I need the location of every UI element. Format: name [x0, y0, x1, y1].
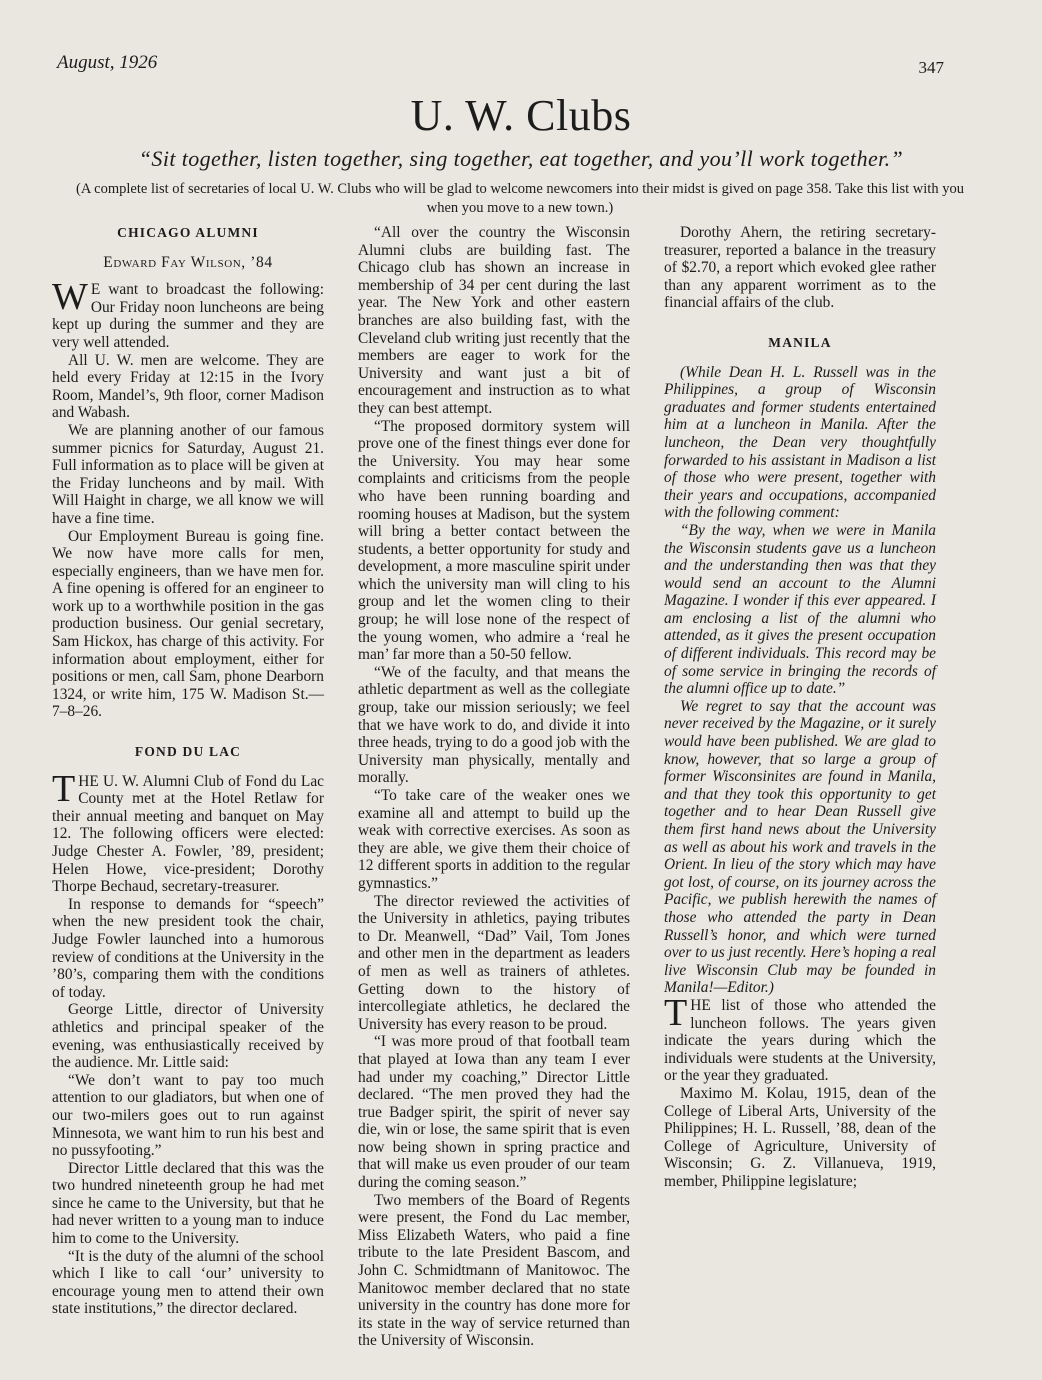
paragraph: Two members of the Board of Regents were present, the Fond du Lac member, Miss Elizabeth Waters, who paid a fine tribute to the late President Bascom, and John C. Schmidtmann of Manitowoc. The Manitowoc member declared that no state university in the country has done more for its state in the way of service returned than the University of Wisconsin. — [358, 1191, 630, 1350]
section-heading-fond-du-lac: FOND DU LAC — [134, 744, 242, 760]
column-2 — [358, 224, 630, 1350]
section-heading-chicago: CHICAGO ALUMNI — [117, 225, 259, 240]
paragraph: Our Employment Bureau is going fine. We now have more calls for men, especially engineers, than we have men for. A fine opening is offered for an engineer to work up to a worthwhile position in the gas production business. Our genial secretary, Sam Hickox, has charge of this activity. For information about employment, either for positions or men, call Sam, phone Dearborn 1324, or write him, 175 W. Madison St.—7–8–26. — [52, 527, 324, 721]
page-number: 347 — [918, 58, 944, 77]
drop-cap: W — [52, 276, 88, 319]
paragraph: “I was more proud of that football team that played at Iowa than any team I ever had under my coaching,” Director Little declared. “The men proved they had the true Badger spirit, the spirit of never say die, win or lose, the same spirit that is even now being shown in spring practice and that will make us even prouder of our team during the coming season.” — [358, 1033, 630, 1192]
editorial-note: We regret to say that the account was never received by the Magazine, or it surely would have been published. We are glad to know, however, that so large a group of former Wisconsinites are found in Manila, and that they took this opportunity to get together and to hear Dean Russell give them first hand news about the University as well as about his work and travels in the Orient. In lieu of the story which may have got lost, of course, on its journey across the Pacific, we publish herewith the names of those who attended the party in Dean Russell’s honor, and which were turned over to us just recently. Here’s hoping a real live Wisconsin Club may be founded in Manila!—Editor.) — [664, 697, 937, 997]
paragraph: “It is the duty of the alumni of the school which I like to call ‘our’ university to encourage young men to attend their own state institutions,” the director declared. — [52, 1247, 324, 1318]
editorial-note: (While Dean H. L. Russell was in the Philippines, a group of Wisconsin graduates and former students entertained him at a luncheon in Manila. After the luncheon, the Dean very thoughtfully forwarded to his assistant in Madison a list of those who were present, together with their years and occupations, accompanied with the following comment: — [664, 363, 936, 522]
motto: “Sit together, listen together, sing together, eat together, and you’ll work together.” — [138, 146, 904, 171]
paragraph: All U. W. men are welcome. They are held every Friday at 12:15 in the Ivory Room, Mandel’s, 9th floor, corner Madison and Wabash. — [52, 351, 324, 422]
paragraph: THE list of those who attended the luncheon follows. The years given indicate the years during which the individuals were students at the University, or the year they graduated. — [664, 991, 936, 1085]
paragraph: We are planning another of our famous summer picnics for Saturday, August 21. Full information as to place will be given at the Friday luncheons and by mail. With Will Haight in charge, we all know we will have a fine time. — [52, 421, 324, 527]
intro-note: (A complete list of secretaries of local U. W. Clubs who will be glad to welcome newcomers into their midst is gived on page 358. Take this list with you when you move to a new town.) — [76, 181, 964, 216]
paragraph: “We of the faculty, and that means the athletic department as well as the collegiate group, take our mission seriously; we feel that we have work to do, and divide it into three heads, trying to do a good job with the University man physically, mentally and morally. — [358, 663, 630, 787]
issue-date: August, 1926 — [57, 52, 158, 73]
paragraph: “We don’t want to pay too much attention to our gladiators, but when one of our two-milers goes out to run against Minnesota, we want him to run his best and no pussyfooting.” — [52, 1071, 324, 1160]
page-title: U. W. Clubs — [410, 91, 632, 140]
paragraph: Dorothy Ahern, the retiring secretary-treasurer, reported a balance in the treasury of $2.70, a report which evoked glee rather than any apparent worriment as to the financial affairs of the club. — [664, 224, 936, 312]
paragraph: “All over the country the Wisconsin Alumni clubs are building fast. The Chicago club has shown an increase in membership of 34 per cent during the last year. The New York and other eastern branches are also building fast, with the Cleveland club writing just recently that the members are eager to work for the University and want just a bit of encouragement and instruction as to what they can best attempt. — [358, 224, 630, 417]
paragraph: Maximo M. Kolau, 1915, dean of the College of Liberal Arts, University of the Philippines; H. L. Russell, ’88, dean of the College of Agriculture, University of Wisconsin; G. Z. Villanueva, 1919, member, Philippine legislature; — [664, 1084, 936, 1190]
paragraph: THE U. W. Alumni Club of Fond du Lac County met at the Hotel Retlaw for their annual meeting and banquet on May 12. The following officers were elected: Judge Chester A. Fowler, ’89, president; Helen Howe, vice-president; Dorothy Thorpe Bechaud, secretary-treasurer. — [52, 767, 324, 896]
paragraph: “The proposed dormitory system will prove one of the finest things ever done for the University. You may hear some complaints and criticisms from the people who have been running boarding and rooming houses at Madison, but the system will bring a better contact between the students, a better opportunity for study and development, a more masculine spirit under which the university man will cling to his group and let the women cling to their group; he will lose none of the respect of the young women, who admire a ‘real he man’ far more than a 50-50 fellow. — [358, 417, 630, 664]
paragraph: The director reviewed the activities of the University in athletics, paying tributes to Dr. Meanwell, “Dad” Vail, Tom Jones and other men in the department as leaders of men as well as trainers of athletes. Getting down to the history of intercollegiate athletics, he declared the University has every reason to be proud. — [358, 892, 630, 1033]
drop-cap: T — [52, 767, 76, 810]
editorial-note: “By the way, when we were in Manila the Wisconsin students gave us a luncheon and the understanding then was that they would send an account to the Alumni Magazine. I wonder if this ever appeared. I am enclosing a list of the alumni who attended, as it gives the present occupation of different individuals. This record may be of some service in bringing the records of the alumni office up to date.” — [664, 521, 936, 698]
section-heading-manila: MANILA — [768, 334, 832, 350]
byline: Edward Fay Wilson, ’84 — [103, 253, 273, 271]
drop-cap: T — [664, 991, 688, 1034]
paragraph: George Little, director of University athletics and principal speaker of the evening, was enthusiastically received by the audience. Mr. Little said: — [52, 1001, 324, 1072]
paragraph: W E want to broadcast the following: Our Friday noon luncheons are being kept up during the summer and they are very well attended. — [52, 276, 324, 351]
column-1 — [52, 224, 324, 1318]
paragraph: “To take care of the weaker ones we examine all and attempt to build up the weak with corrective exercises. As soon as they are able, we give them their choice of 12 different sports in addition to the regular gymnastics.” — [358, 787, 630, 892]
paragraph: In response to demands for “speech” when the new president took the chair, Judge Fowler launched into a humorous review of conditions at the University in the ’80’s, comparing them with the conditions of today. — [52, 895, 324, 1001]
column-3 — [664, 224, 936, 1190]
paragraph: Director Little declared that this was the two hundred nineteenth group he had met since he came to the University, but that he had never written to a young man to induce him to come to the University. — [52, 1159, 324, 1248]
